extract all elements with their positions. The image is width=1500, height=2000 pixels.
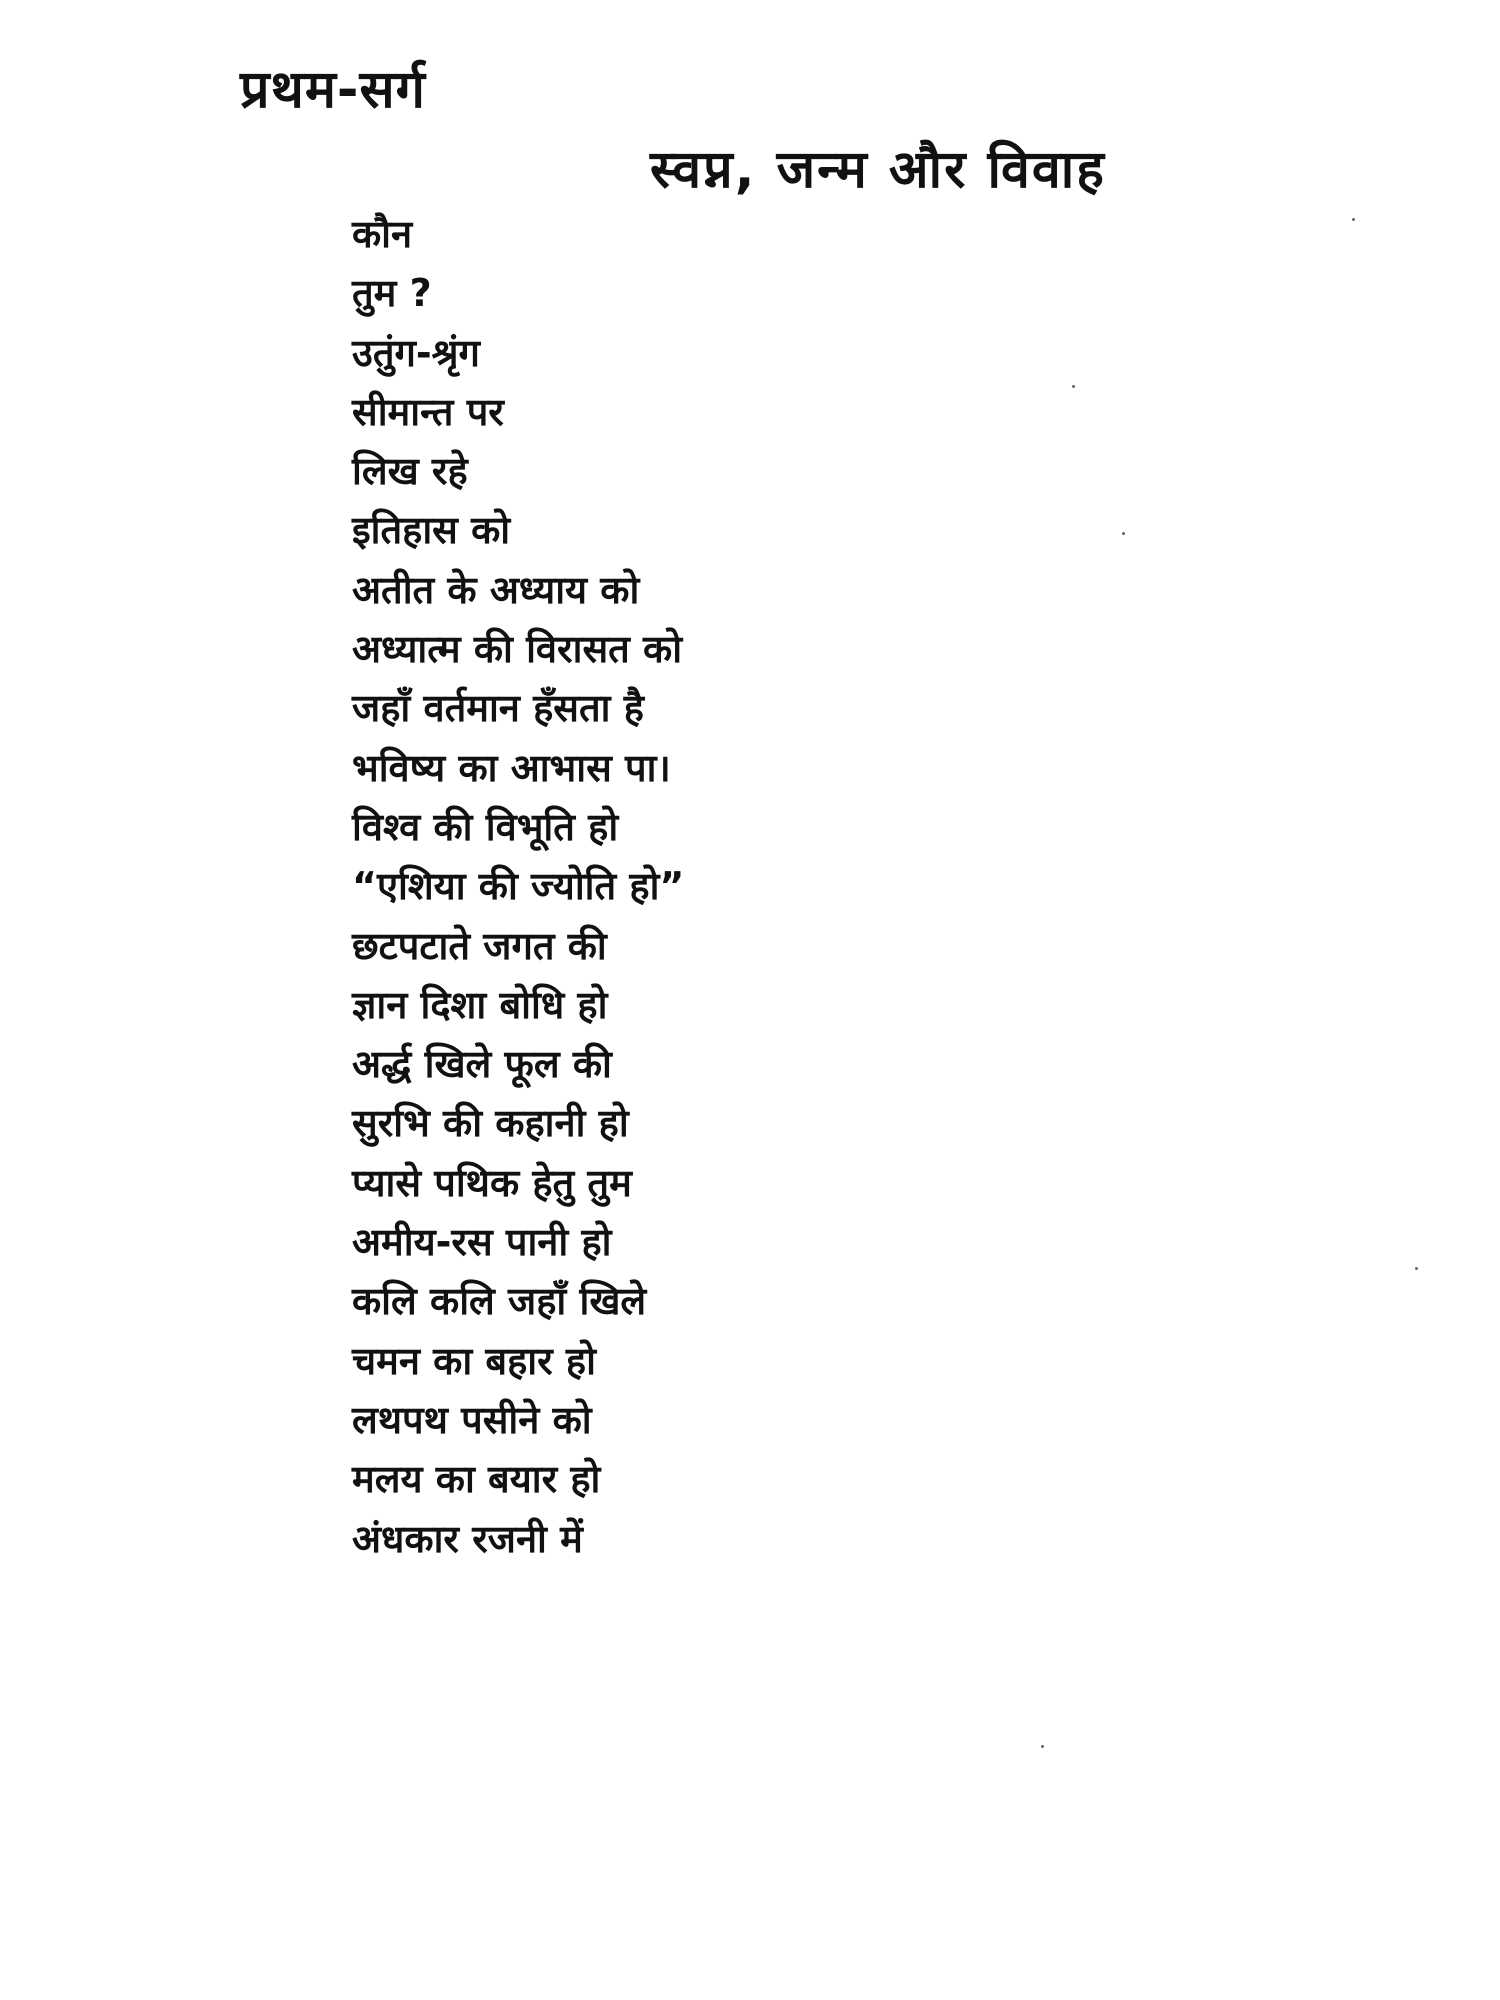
poem-line: ज्ञान दिशा बोधि हो (352, 982, 608, 1027)
scan-speck (1072, 385, 1075, 388)
poem-line: “एशिया की ज्योति हो” (352, 864, 685, 909)
poem-line: कौन (352, 212, 413, 256)
poem-line: अर्द्ध खिले फूल की (352, 1042, 612, 1087)
poem-line: सीमान्त पर (352, 389, 504, 434)
poem-line: छटपटाते जगत की (352, 923, 607, 968)
poem-line: भविष्य का आभास पा। (352, 745, 671, 790)
poem-line: कलि कलि जहाँ खिले (352, 1279, 647, 1324)
poem-line: अतीत के अध्याय को (352, 567, 640, 612)
poem-line: लथपथ पसीने को (352, 1397, 592, 1442)
chapter-heading: प्रथम-सर्ग (240, 60, 426, 120)
poem-line: जहाँ वर्तमान हँसता है (352, 686, 644, 731)
poem-line: अमीय-रस पानी हो (352, 1220, 612, 1265)
scan-speck (1122, 532, 1125, 535)
poem-line: उतुंग-श्रृंग (352, 330, 480, 375)
poem-line: तुम ? (352, 271, 432, 316)
poem-body (352, 205, 684, 1569)
poem-line: विश्व की विभूति हो (352, 804, 619, 849)
poem-line: मलय का बयार हो (352, 1457, 601, 1502)
poem-line: इतिहास को (352, 508, 511, 553)
poem-line: प्यासे पथिक हेतु तुम (352, 1160, 632, 1205)
scan-speck (1041, 1745, 1044, 1748)
poem-line: लिख रहे (352, 449, 468, 494)
poem-line: सुरभि की कहानी हो (352, 1101, 629, 1146)
scan-speck (1352, 218, 1355, 221)
poem-line: अध्यात्म की विरासत को (352, 627, 683, 672)
poem-line: अंधकार रजनी में (352, 1516, 583, 1561)
scan-speck (1415, 1267, 1418, 1270)
poem-line: चमन का बहार हो (352, 1338, 596, 1383)
section-title: स्वप्न, जन्म और विवाह (650, 140, 1106, 200)
